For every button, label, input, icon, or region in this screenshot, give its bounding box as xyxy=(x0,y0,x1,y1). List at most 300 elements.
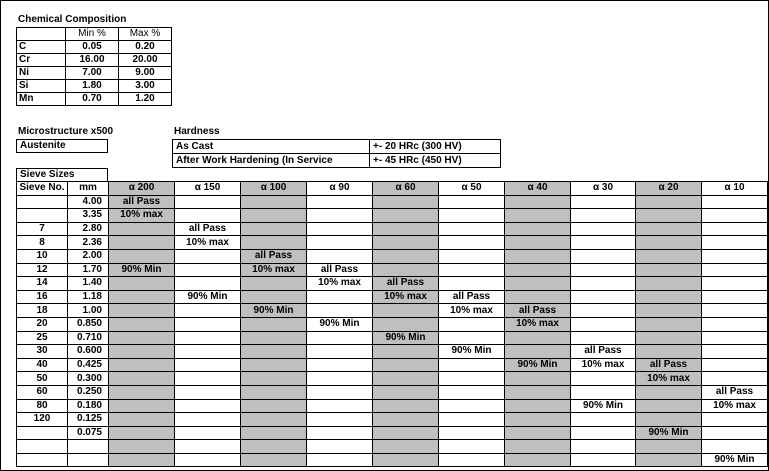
chem-min: 1.80 xyxy=(66,80,119,93)
sieve-no: 18 xyxy=(17,304,68,318)
sieve-cell xyxy=(571,385,636,399)
sieve-cell xyxy=(636,331,702,345)
sieve-cell xyxy=(439,209,505,223)
sieve-no: 10 xyxy=(17,249,68,263)
sieve-cell xyxy=(307,440,373,454)
sieve-no xyxy=(17,440,68,454)
sieve-cell xyxy=(175,277,241,291)
sieve-cell xyxy=(307,399,373,413)
sieve-cell: 10% max xyxy=(373,290,439,304)
sieve-cell xyxy=(636,345,702,359)
sieve-no: 12 xyxy=(17,263,68,277)
sieve-cell: 90% Min xyxy=(439,345,505,359)
sieve-cell xyxy=(571,372,636,386)
sieve-cell xyxy=(307,249,373,263)
sieve-cell xyxy=(702,277,768,291)
sieve-cell: 10% max xyxy=(439,304,505,318)
sieve-mm: 0.125 xyxy=(68,413,109,427)
grade-header: α 50 xyxy=(439,182,505,196)
sieve-cell xyxy=(373,426,439,440)
chem-element: Cr xyxy=(17,54,66,67)
sieve-cell xyxy=(307,345,373,359)
sieve-mm: 0.300 xyxy=(68,372,109,386)
sieve-cell xyxy=(636,317,702,331)
sieve-cell xyxy=(241,399,307,413)
chem-min: 0.05 xyxy=(66,41,119,54)
hardness-work-hardened-label: After Work Hardening (In Service xyxy=(172,153,370,168)
sieve-cell xyxy=(505,453,571,467)
microstructure-value: Austenite xyxy=(16,139,108,153)
sieve-cell: all Pass xyxy=(241,249,307,263)
sieve-cell: 90% Min xyxy=(175,290,241,304)
sieve-row xyxy=(17,399,768,413)
sieve-cell xyxy=(373,263,439,277)
sieve-cell xyxy=(636,304,702,318)
sieve-cell xyxy=(702,209,768,223)
sieve-cell xyxy=(241,426,307,440)
sieve-no-header: Sieve No. xyxy=(17,182,68,196)
sieve-mm: 0.850 xyxy=(68,317,109,331)
sieve-cell xyxy=(241,413,307,427)
sieve-cell xyxy=(636,249,702,263)
sieve-cell xyxy=(505,222,571,236)
sieve-sizes-table xyxy=(16,181,768,467)
sieve-cell xyxy=(307,331,373,345)
sieve-cell xyxy=(307,209,373,223)
sieve-cell xyxy=(439,399,505,413)
sieve-cell xyxy=(373,399,439,413)
microstructure-title: Microstructure x500 xyxy=(18,126,114,137)
sieve-cell xyxy=(702,195,768,209)
sieve-mm: 0.250 xyxy=(68,385,109,399)
sieve-sizes-title: Sieve Sizes xyxy=(16,168,108,182)
sieve-cell xyxy=(307,372,373,386)
sieve-cell xyxy=(241,453,307,467)
sieve-cell xyxy=(636,263,702,277)
sieve-cell xyxy=(702,440,768,454)
sieve-cell xyxy=(175,426,241,440)
sieve-cell xyxy=(505,249,571,263)
grade-header: α 20 xyxy=(636,182,702,196)
sieve-cell xyxy=(175,263,241,277)
sieve-cell xyxy=(702,236,768,250)
sieve-cell: all Pass xyxy=(571,345,636,359)
sieve-cell xyxy=(702,426,768,440)
chem-element: C xyxy=(17,41,66,54)
sieve-cell xyxy=(702,345,768,359)
sieve-cell xyxy=(109,222,175,236)
sieve-cell xyxy=(505,426,571,440)
sieve-mm: 2.80 xyxy=(68,222,109,236)
sieve-row xyxy=(17,345,768,359)
sieve-cell: 90% Min xyxy=(373,331,439,345)
sieve-cell xyxy=(307,385,373,399)
sieve-cell xyxy=(571,277,636,291)
sieve-cell xyxy=(109,249,175,263)
chem-max: 0.20 xyxy=(119,41,172,54)
chem-row xyxy=(17,41,172,54)
sieve-cell xyxy=(307,358,373,372)
sieve-cell: all Pass xyxy=(373,277,439,291)
sieve-cell xyxy=(373,222,439,236)
sieve-row xyxy=(17,277,768,291)
sieve-cell xyxy=(109,277,175,291)
sieve-cell xyxy=(571,453,636,467)
chem-row xyxy=(17,93,172,106)
grade-header: α 40 xyxy=(505,182,571,196)
sieve-row xyxy=(17,317,768,331)
sieve-cell xyxy=(505,440,571,454)
sieve-cell xyxy=(505,277,571,291)
sieve-cell xyxy=(241,222,307,236)
sieve-cell xyxy=(175,317,241,331)
sieve-cell xyxy=(505,236,571,250)
sieve-no: 14 xyxy=(17,277,68,291)
sieve-cell xyxy=(241,236,307,250)
sieve-row xyxy=(17,304,768,318)
sieve-cell xyxy=(175,413,241,427)
mm-header: mm xyxy=(68,182,109,196)
sieve-cell: all Pass xyxy=(175,222,241,236)
sieve-mm: 2.36 xyxy=(68,236,109,250)
sieve-cell xyxy=(175,249,241,263)
sieve-cell xyxy=(307,413,373,427)
sieve-cell xyxy=(241,209,307,223)
sieve-cell xyxy=(109,304,175,318)
chem-header-row xyxy=(17,28,172,41)
sieve-cell xyxy=(636,277,702,291)
hardness-as-cast-value: +- 20 HRc (300 HV) xyxy=(369,139,501,154)
sieve-cell xyxy=(439,453,505,467)
sieve-cell xyxy=(373,345,439,359)
sieve-row xyxy=(17,426,768,440)
sieve-cell xyxy=(571,236,636,250)
sieve-no: 60 xyxy=(17,385,68,399)
sieve-cell xyxy=(702,304,768,318)
sieve-cell xyxy=(636,209,702,223)
sieve-cell xyxy=(109,345,175,359)
sieve-row xyxy=(17,249,768,263)
sieve-row xyxy=(17,413,768,427)
sieve-cell xyxy=(109,236,175,250)
sieve-no xyxy=(17,453,68,467)
sieve-cell xyxy=(439,331,505,345)
sieve-cell xyxy=(505,290,571,304)
sieve-row xyxy=(17,290,768,304)
sieve-cell xyxy=(439,317,505,331)
sieve-cell xyxy=(109,440,175,454)
sieve-row xyxy=(17,453,768,467)
chem-max: 20.00 xyxy=(119,54,172,67)
sieve-row xyxy=(17,195,768,209)
chem-min-header: Min % xyxy=(66,28,119,41)
chem-max-header: Max % xyxy=(119,28,172,41)
sieve-cell xyxy=(373,453,439,467)
sieve-cell xyxy=(109,426,175,440)
sieve-cell xyxy=(439,372,505,386)
sieve-no xyxy=(17,195,68,209)
sieve-cell xyxy=(505,331,571,345)
sieve-cell xyxy=(307,236,373,250)
sieve-cell xyxy=(439,413,505,427)
sieve-cell xyxy=(439,358,505,372)
sieve-cell xyxy=(702,358,768,372)
chem-min: 0.70 xyxy=(66,93,119,106)
sieve-cell xyxy=(636,236,702,250)
sieve-cell: all Pass xyxy=(702,385,768,399)
sieve-no: 80 xyxy=(17,399,68,413)
sieve-cell xyxy=(109,413,175,427)
sieve-cell xyxy=(439,195,505,209)
sieve-mm: 1.40 xyxy=(68,277,109,291)
sieve-cell xyxy=(373,385,439,399)
sieve-cell xyxy=(109,453,175,467)
chem-row xyxy=(17,80,172,93)
sieve-cell xyxy=(373,195,439,209)
chem-element: Ni xyxy=(17,67,66,80)
sieve-row xyxy=(17,358,768,372)
sieve-mm: 0.425 xyxy=(68,358,109,372)
sieve-no: 120 xyxy=(17,413,68,427)
sieve-cell xyxy=(307,304,373,318)
sieve-cell: 10% max xyxy=(505,317,571,331)
sieve-cell xyxy=(571,426,636,440)
grade-header: α 200 xyxy=(109,182,175,196)
sieve-cell xyxy=(702,317,768,331)
sieve-cell xyxy=(373,249,439,263)
sieve-cell xyxy=(571,304,636,318)
sieve-cell xyxy=(373,209,439,223)
sieve-cell xyxy=(702,249,768,263)
grade-header: α 60 xyxy=(373,182,439,196)
chem-row xyxy=(17,54,172,67)
sieve-cell xyxy=(241,385,307,399)
sieve-cell xyxy=(241,317,307,331)
sieve-cell xyxy=(439,222,505,236)
sieve-cell xyxy=(373,413,439,427)
sieve-mm xyxy=(68,440,109,454)
sieve-cell xyxy=(439,426,505,440)
sieve-cell xyxy=(307,195,373,209)
sieve-cell xyxy=(439,385,505,399)
sieve-cell xyxy=(505,345,571,359)
sieve-mm: 0.710 xyxy=(68,331,109,345)
sieve-no: 16 xyxy=(17,290,68,304)
sieve-cell xyxy=(702,372,768,386)
sieve-no: 25 xyxy=(17,331,68,345)
sieve-cell: 10% max xyxy=(241,263,307,277)
grade-header: α 30 xyxy=(571,182,636,196)
sieve-cell xyxy=(175,358,241,372)
sieve-row xyxy=(17,331,768,345)
sieve-cell: all Pass xyxy=(505,304,571,318)
sieve-cell xyxy=(571,195,636,209)
sieve-cell xyxy=(373,372,439,386)
sieve-no: 50 xyxy=(17,372,68,386)
sieve-cell xyxy=(636,290,702,304)
sieve-cell xyxy=(636,399,702,413)
sieve-cell xyxy=(241,195,307,209)
sieve-no xyxy=(17,209,68,223)
sieve-cell: all Pass xyxy=(439,290,505,304)
sieve-row xyxy=(17,263,768,277)
sieve-mm: 4.00 xyxy=(68,195,109,209)
sieve-cell xyxy=(109,358,175,372)
sieve-no: 30 xyxy=(17,345,68,359)
sieve-cell: 90% Min xyxy=(702,453,768,467)
sieve-cell xyxy=(505,385,571,399)
sieve-no: 7 xyxy=(17,222,68,236)
sieve-cell: 90% Min xyxy=(109,263,175,277)
sieve-cell xyxy=(636,440,702,454)
sieve-cell xyxy=(109,372,175,386)
sieve-row xyxy=(17,236,768,250)
sieve-cell xyxy=(241,277,307,291)
chemical-composition-title: Chemical Composition xyxy=(18,14,127,25)
sieve-cell: 90% Min xyxy=(241,304,307,318)
sieve-row xyxy=(17,209,768,223)
sieve-cell xyxy=(505,399,571,413)
sieve-cell xyxy=(702,263,768,277)
sieve-cell xyxy=(571,263,636,277)
sieve-cell xyxy=(175,453,241,467)
chem-max: 9.00 xyxy=(119,67,172,80)
sieve-cell xyxy=(109,385,175,399)
sieve-mm: 0.180 xyxy=(68,399,109,413)
sieve-no xyxy=(17,426,68,440)
sieve-cell xyxy=(241,440,307,454)
sieve-cell xyxy=(109,331,175,345)
sieve-cell xyxy=(702,290,768,304)
sieve-cell xyxy=(175,331,241,345)
grade-header: α 150 xyxy=(175,182,241,196)
sieve-cell xyxy=(505,263,571,277)
sieve-cell: 10% max xyxy=(636,372,702,386)
sieve-mm: 1.00 xyxy=(68,304,109,318)
sieve-cell: all Pass xyxy=(109,195,175,209)
sieve-cell xyxy=(505,372,571,386)
chem-element: Mn xyxy=(17,93,66,106)
sieve-cell xyxy=(571,317,636,331)
sieve-cell xyxy=(175,372,241,386)
hardness-work-hardened-value: +- 45 HRc (450 HV) xyxy=(369,153,501,168)
sieve-row xyxy=(17,372,768,386)
sieve-cell xyxy=(241,290,307,304)
sieve-cell xyxy=(175,385,241,399)
sieve-cell xyxy=(175,195,241,209)
chem-min: 16.00 xyxy=(66,54,119,67)
chem-max: 1.20 xyxy=(119,93,172,106)
sieve-cell xyxy=(307,222,373,236)
sieve-cell xyxy=(505,209,571,223)
sieve-cell xyxy=(702,413,768,427)
sieve-mm: 1.18 xyxy=(68,290,109,304)
sieve-cell xyxy=(636,385,702,399)
sieve-cell xyxy=(439,236,505,250)
sieve-mm: 0.075 xyxy=(68,426,109,440)
sieve-cell: 10% max xyxy=(307,277,373,291)
sieve-cell xyxy=(571,222,636,236)
sieve-cell xyxy=(571,249,636,263)
grade-header: α 90 xyxy=(307,182,373,196)
sieve-cell xyxy=(373,317,439,331)
sieve-no: 40 xyxy=(17,358,68,372)
grade-header: α 10 xyxy=(702,182,768,196)
sieve-cell: 10% max xyxy=(175,236,241,250)
sieve-cell xyxy=(373,440,439,454)
sieve-cell xyxy=(241,372,307,386)
chem-element: Si xyxy=(17,80,66,93)
sieve-row xyxy=(17,440,768,454)
sieve-cell xyxy=(571,331,636,345)
sieve-cell xyxy=(109,290,175,304)
sieve-cell xyxy=(636,413,702,427)
sieve-cell xyxy=(439,440,505,454)
sieve-cell xyxy=(702,222,768,236)
sieve-cell xyxy=(439,249,505,263)
chem-header-blank xyxy=(17,28,66,41)
sieve-cell xyxy=(175,440,241,454)
chem-row xyxy=(17,67,172,80)
chemical-composition-table xyxy=(16,27,172,106)
hardness-title: Hardness xyxy=(174,126,220,137)
grade-header: α 100 xyxy=(241,182,307,196)
sieve-cell xyxy=(505,195,571,209)
chem-max: 3.00 xyxy=(119,80,172,93)
sieve-mm xyxy=(68,453,109,467)
sieve-cell xyxy=(373,304,439,318)
sieve-cell: 90% Min xyxy=(636,426,702,440)
sieve-mm: 3.35 xyxy=(68,209,109,223)
sieve-cell xyxy=(571,440,636,454)
hardness-as-cast-label: As Cast xyxy=(172,139,370,154)
sieve-mm: 0.600 xyxy=(68,345,109,359)
sieve-no: 8 xyxy=(17,236,68,250)
sieve-cell: 10% max xyxy=(571,358,636,372)
sieve-cell xyxy=(571,290,636,304)
sieve-cell xyxy=(307,290,373,304)
sieve-cell xyxy=(175,209,241,223)
sieve-cell xyxy=(109,399,175,413)
sieve-row xyxy=(17,385,768,399)
sieve-cell xyxy=(439,277,505,291)
sieve-cell xyxy=(373,358,439,372)
chem-min: 7.00 xyxy=(66,67,119,80)
sieve-header-row xyxy=(17,182,768,196)
sieve-cell xyxy=(241,331,307,345)
sieve-cell xyxy=(636,222,702,236)
sieve-cell: 10% max xyxy=(109,209,175,223)
sieve-cell xyxy=(571,209,636,223)
sieve-cell: all Pass xyxy=(636,358,702,372)
sieve-cell xyxy=(373,236,439,250)
sieve-cell: 90% Min xyxy=(505,358,571,372)
sieve-cell xyxy=(636,195,702,209)
sieve-cell xyxy=(571,413,636,427)
sieve-cell xyxy=(175,399,241,413)
sieve-no: 20 xyxy=(17,317,68,331)
sieve-row xyxy=(17,222,768,236)
sieve-cell xyxy=(109,317,175,331)
sieve-mm: 1.70 xyxy=(68,263,109,277)
sieve-cell xyxy=(307,453,373,467)
sieve-cell xyxy=(175,345,241,359)
sieve-cell xyxy=(702,331,768,345)
sieve-cell: 90% Min xyxy=(307,317,373,331)
sieve-cell xyxy=(636,453,702,467)
sieve-cell xyxy=(175,304,241,318)
sieve-mm: 2.00 xyxy=(68,249,109,263)
